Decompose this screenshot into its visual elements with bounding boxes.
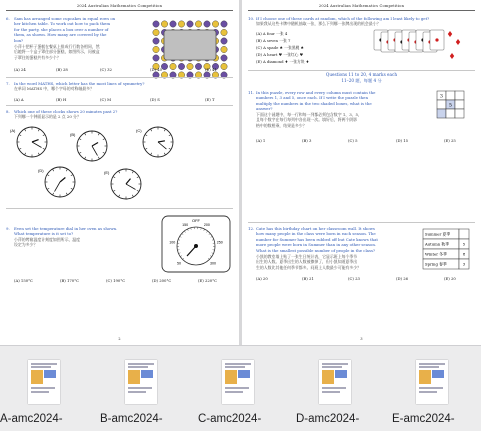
question-12 bbox=[248, 226, 408, 276]
covering-box bbox=[164, 30, 216, 60]
cupcake bbox=[170, 63, 176, 69]
season-label: Autumn 秋季 bbox=[425, 241, 450, 247]
cupcake bbox=[187, 63, 193, 69]
season-count: 5 bbox=[462, 241, 466, 247]
season-label: Spring 春季 bbox=[425, 261, 447, 267]
page-number: 3 bbox=[360, 337, 363, 341]
question-text-zh: 后她将一个盒子罩住部分蛋糕，如图所示，问被盒 bbox=[14, 49, 100, 55]
grid-cell bbox=[437, 100, 446, 109]
document-thumbnail-icon bbox=[319, 360, 351, 404]
dial-tick-label: 100 bbox=[169, 240, 176, 245]
cupcake bbox=[212, 21, 218, 27]
cupcake bbox=[161, 63, 167, 69]
option-d[interactable]: (D) S bbox=[150, 97, 160, 102]
cupcake bbox=[153, 38, 159, 44]
question-text-zh: 小萍十把杯子蛋糕在餐桌上排成行行数各相同，然 bbox=[14, 44, 100, 49]
grid-cell bbox=[437, 109, 446, 118]
dial-tick-label: 50 bbox=[177, 261, 182, 266]
option-e[interactable]: (E) 220°C bbox=[198, 278, 217, 283]
question-text: box? bbox=[14, 37, 24, 43]
question-text-zh: 在单词 MATHS 中，哪个字母的对称轴最多？ bbox=[14, 86, 94, 92]
document-thumbnail-icon bbox=[416, 360, 448, 404]
option-e[interactable]: (E) 41 bbox=[205, 67, 217, 72]
dial-tick-label: 200 bbox=[203, 223, 210, 228]
season-count: 3 bbox=[462, 261, 466, 267]
page-number: 2 bbox=[118, 337, 121, 341]
question-text: Sam has arranged some cupcakes in equal rows on bbox=[14, 16, 116, 21]
file-browser-strip bbox=[0, 345, 481, 431]
question-8 bbox=[6, 109, 231, 121]
oven-dial-figure bbox=[160, 214, 232, 274]
cupcake bbox=[178, 21, 184, 27]
question-text-zh: 格中的数相乘，结果是多少？ bbox=[256, 122, 307, 128]
question-text-zh: 下面这个谜题中，每一行和每一列都必须包含数字 1、3、5， bbox=[256, 112, 362, 117]
option-a[interactable]: (A) 150°C bbox=[14, 278, 33, 283]
cupcake bbox=[221, 38, 227, 44]
clock-label: (E) bbox=[104, 170, 110, 175]
file-thumbnail-e[interactable] bbox=[410, 360, 454, 404]
option-b[interactable]: (B) 28 bbox=[56, 67, 68, 72]
header-rule bbox=[248, 10, 475, 11]
question-text: multiply the numbers in the two shaded boxes, what is the bbox=[256, 100, 372, 106]
question-text-zh: 生的人数比其他任何季节都多。问班上人数最少可能有多少？ bbox=[256, 264, 362, 270]
clock-label: (C) bbox=[136, 128, 142, 133]
question-text: What temperature is it set to? bbox=[14, 231, 74, 237]
option-d[interactable]: (D) A heart ♥ 一张红心 ♥ bbox=[256, 52, 304, 57]
clock-label: (D) bbox=[38, 168, 44, 173]
option-b[interactable]: (B) 3 bbox=[302, 138, 312, 143]
cupcake bbox=[221, 21, 227, 27]
option-b[interactable]: (B) A seven 一张 7 bbox=[256, 38, 291, 43]
page-header: 2024 Australian Mathematics Competition bbox=[76, 4, 163, 8]
cupcake bbox=[221, 55, 227, 61]
question-text: how many people in the class were born in each season. The bbox=[256, 231, 376, 237]
cupcake bbox=[204, 21, 210, 27]
number-grid-figure bbox=[436, 90, 466, 120]
option-a[interactable]: (A) 24 bbox=[14, 67, 26, 72]
option-b[interactable]: (B) 170°C bbox=[60, 278, 80, 283]
option-a[interactable]: (A) 20 bbox=[256, 276, 268, 281]
question-number: 9. bbox=[6, 226, 10, 231]
option-c[interactable]: (C) 32 bbox=[100, 67, 112, 72]
question-text: for the party, she places a box over a number of bbox=[14, 26, 109, 32]
question-text-zh: 小凯的教室墙上贴了一张生日统计表，它显示班上每个季节 bbox=[256, 254, 358, 259]
separator bbox=[6, 208, 233, 209]
cupcake bbox=[153, 21, 159, 27]
header-rule bbox=[6, 10, 233, 11]
section-subtitle: 11–20 题，每题 4 分 bbox=[341, 78, 382, 83]
question-text: Cate has this birthday chart on her classroom wall. It shows bbox=[256, 226, 375, 231]
clock-label: (A) bbox=[10, 128, 16, 133]
grid-value: 3 bbox=[440, 94, 443, 100]
question-7 bbox=[6, 81, 231, 93]
cupcake bbox=[221, 46, 227, 52]
diamond-icon bbox=[450, 53, 454, 59]
page-2 bbox=[0, 0, 239, 345]
question-text: number for Summer has been rubbed off but Cate knows that bbox=[256, 236, 378, 242]
season-count: 8 bbox=[462, 251, 466, 257]
cupcake bbox=[170, 21, 176, 27]
question-number: 8. bbox=[6, 109, 10, 114]
option-d[interactable]: (D) 200°C bbox=[152, 278, 172, 283]
option-c[interactable]: (C) M bbox=[100, 97, 111, 102]
cupcake bbox=[153, 55, 159, 61]
section-title: Questions 11 to 20, 4 marks each bbox=[325, 72, 398, 77]
dial-tick-label: 150 bbox=[182, 223, 189, 228]
option-a[interactable]: (A) A bbox=[14, 97, 24, 102]
question-text-zh: 如果我从这些卡牌中随机抽取一张，那么下列哪一张牌出现的机会最小？ bbox=[256, 21, 381, 27]
file-thumbnail-a[interactable] bbox=[22, 360, 66, 404]
question-text-zh: 设定为多少？ bbox=[14, 242, 38, 248]
cupcake-grid-figure bbox=[150, 18, 230, 82]
grid-value: 5 bbox=[449, 103, 452, 109]
cupcake bbox=[195, 63, 201, 69]
question-text-zh: 出生的人数。夏季出生的人数被擦掉了，但小凯知道夏季出 bbox=[256, 259, 358, 265]
option-e[interactable]: (E) 25 bbox=[444, 138, 456, 143]
season-label: Summer 夏季 bbox=[425, 231, 451, 237]
dial-tick-label: 250 bbox=[216, 240, 223, 245]
document-thumbnail-icon bbox=[28, 360, 60, 404]
option-c[interactable]: (C) A spade ♠ 一张黑桃 ♠ bbox=[256, 45, 304, 50]
option-e[interactable]: (E) 20 bbox=[444, 276, 456, 281]
document-thumbnail-icon bbox=[125, 360, 157, 404]
diamond-icon bbox=[448, 31, 452, 37]
page-header: 2024 Australian Mathematics Competition bbox=[318, 4, 405, 8]
option-d[interactable]: (D) 26 bbox=[396, 276, 409, 281]
question-text: numbers 1, 3 and 5, once each. If I write the puzzle then bbox=[256, 95, 368, 101]
cupcake bbox=[221, 63, 227, 69]
question-text: answer? bbox=[256, 106, 273, 112]
question-11 bbox=[248, 90, 398, 138]
question-text-zh: 小萍的烤箱温度计刻度如图所示，温度 bbox=[14, 237, 81, 242]
question-9 bbox=[6, 226, 146, 256]
separator bbox=[248, 70, 475, 71]
document-thumbnail-icon bbox=[222, 360, 254, 404]
cupcake bbox=[187, 21, 193, 27]
file-thumbnail-b[interactable] bbox=[119, 360, 163, 404]
option-d[interactable]: (D) 15 bbox=[396, 138, 409, 143]
file-name-d[interactable]: D-amc2024- bbox=[296, 413, 360, 425]
question-text-zh: 子罩住的蛋糕共有多少个？ bbox=[14, 54, 61, 60]
option-b[interactable]: (B) H bbox=[56, 97, 67, 102]
file-name-e[interactable]: E-amc2024- bbox=[392, 413, 455, 425]
question-10 bbox=[248, 16, 473, 28]
question-number: 12. bbox=[248, 226, 255, 231]
dial-off-label: OFF bbox=[192, 218, 200, 223]
season-label: Winter 冬季 bbox=[425, 251, 447, 257]
file-name-c[interactable]: C-amc2024- bbox=[198, 413, 262, 425]
cupcake bbox=[161, 21, 167, 27]
question-number: 6. bbox=[6, 16, 10, 21]
question-text: more people were born in Summer than in any other season. bbox=[256, 242, 377, 248]
option-e[interactable]: (E) A diamond ♦ 一张方块 ♦ bbox=[256, 59, 310, 64]
question-number: 11. bbox=[248, 90, 255, 95]
question-text: them, as shown. How many are covered by the bbox=[14, 32, 107, 38]
clock-face bbox=[17, 127, 47, 157]
question-text: If I choose one of these cards at random, which of the following am I least likely to get? bbox=[256, 16, 430, 21]
separator bbox=[6, 105, 233, 106]
clock-face bbox=[143, 127, 173, 157]
clock-face bbox=[45, 167, 75, 197]
option-c[interactable]: (C) 5 bbox=[348, 138, 358, 143]
separator bbox=[6, 77, 233, 78]
question-text: Which one of these clocks shows 20 minutes past 2? bbox=[14, 109, 118, 114]
diamond-icon bbox=[456, 39, 460, 45]
clock-label: (B) bbox=[70, 132, 76, 137]
question-text: her kitchen table. To work out how to pack them bbox=[14, 21, 111, 27]
option-d[interactable]: (D) 40 bbox=[150, 67, 163, 72]
grid-cell bbox=[455, 91, 464, 100]
cupcake bbox=[153, 29, 159, 35]
question-number: 7. bbox=[6, 81, 10, 86]
question-text: What is the smallest possible number of people in the class? bbox=[256, 247, 376, 253]
option-e[interactable]: (E) T bbox=[205, 97, 215, 102]
grid-cell bbox=[446, 91, 455, 100]
page-3 bbox=[242, 0, 481, 345]
file-name-a[interactable]: A-amc2024- bbox=[0, 413, 63, 425]
option-c[interactable]: (C) 23 bbox=[348, 276, 360, 281]
playing-cards-figure bbox=[372, 28, 472, 68]
birthday-chart-figure bbox=[422, 228, 470, 270]
option-b[interactable]: (B) 21 bbox=[302, 276, 314, 281]
option-a[interactable]: (A) A four 一张 4 bbox=[256, 31, 288, 36]
cupcake bbox=[195, 21, 201, 27]
dial-tick-label: 300 bbox=[209, 261, 216, 266]
question-text: In this puzzle, every row and every column must contain the bbox=[256, 90, 376, 95]
grid-cell bbox=[455, 100, 464, 109]
cupcake bbox=[153, 46, 159, 52]
file-thumbnail-d[interactable] bbox=[313, 360, 357, 404]
file-thumbnail-c[interactable] bbox=[216, 360, 260, 404]
playing-card bbox=[430, 30, 444, 50]
clock-face bbox=[111, 169, 141, 199]
grid-cell bbox=[455, 109, 464, 118]
question-number: 10. bbox=[248, 16, 255, 21]
clocks-figure bbox=[8, 122, 232, 204]
separator bbox=[248, 222, 475, 223]
question-text-zh: 且每个数字在每行每列中各出现一次。填好后，将两个阴影 bbox=[256, 117, 358, 123]
cupcake bbox=[221, 29, 227, 35]
grid-cell bbox=[446, 109, 455, 118]
question-text: Even set the temperature dial in her oven as shown. bbox=[14, 226, 118, 231]
clock-face bbox=[77, 131, 107, 161]
question-text: In the word MATHS, which letter has the most lines of symmetry? bbox=[14, 81, 145, 86]
file-name-b[interactable]: B-amc2024- bbox=[100, 413, 163, 425]
option-c[interactable]: (C) 190°C bbox=[106, 278, 126, 283]
question-text-zh: 下列哪一个钟面显示的是 2 点 20 分？ bbox=[14, 114, 81, 120]
cupcake bbox=[178, 63, 184, 69]
option-a[interactable]: (A) 1 bbox=[256, 138, 266, 143]
